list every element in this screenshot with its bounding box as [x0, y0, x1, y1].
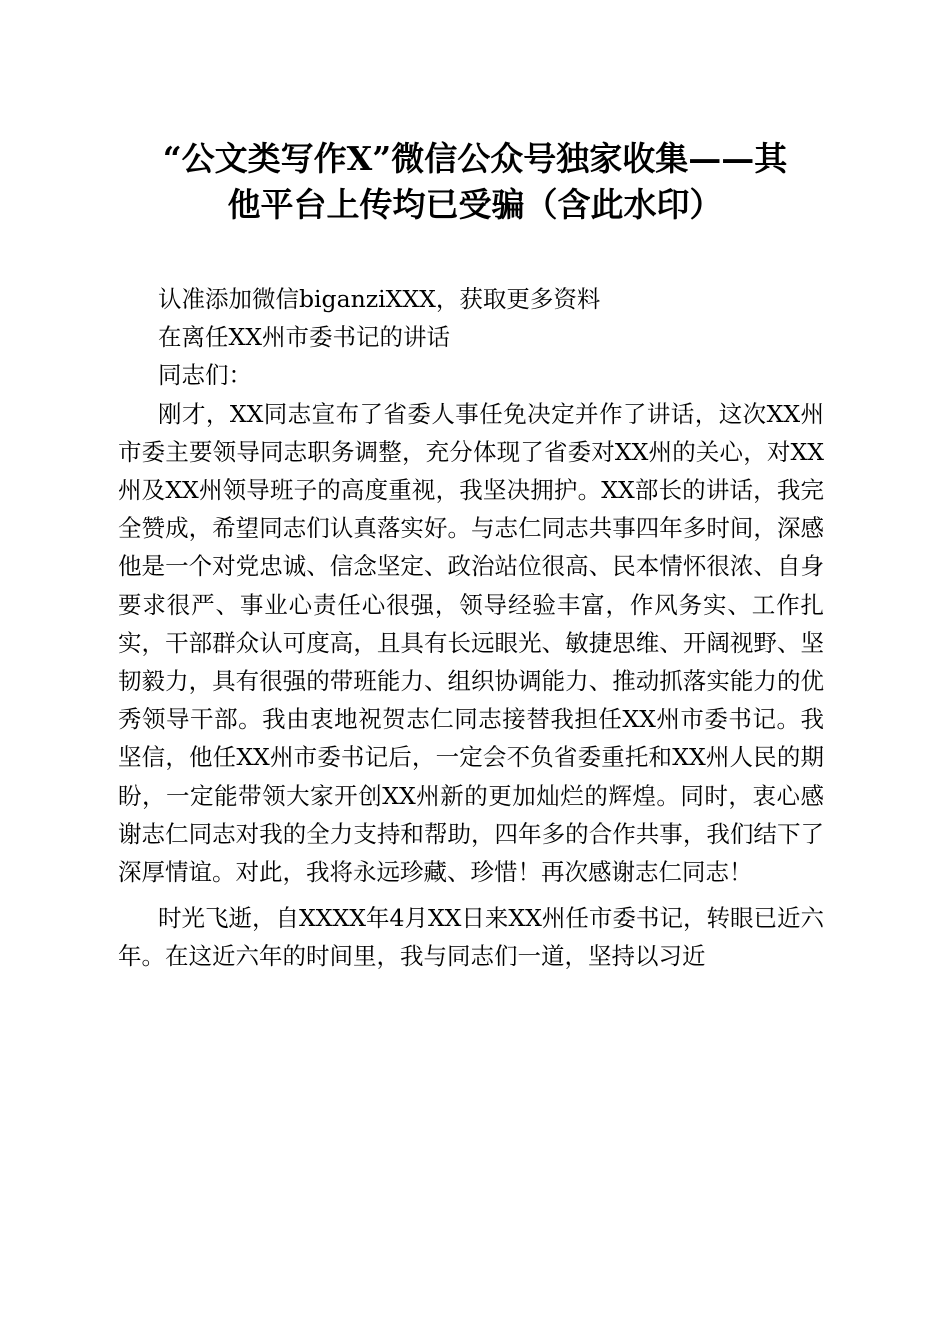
salutation: 同志们： — [158, 361, 252, 390]
title-line-1: “公文类写作X”微信公众号独家收集——其 — [162, 139, 788, 178]
speech-title: 在离任XX州市委书记的讲话 — [158, 323, 450, 352]
document-title — [118, 136, 832, 228]
paragraph-2: 时光飞逝，自XXXX年4月XX日来XX州任市委书记，转眼已近六年。在这近六年的时间里，我与同志们一道，坚持以习近 — [118, 904, 824, 971]
title-line-2: 他平台上传均已受骗（含此水印） — [227, 185, 723, 224]
notice-line: 认准添加微信biganziXXX，获取更多资料 — [158, 285, 601, 313]
paragraph-1: 刚才，XX同志宣布了省委人事任免决定并作了讲话，这次XX州市委主要领导同志职务调整，充分体现了省委对XX州的关心，对XX州及XX州领导班子的高度重视，我坚决拥护。XX部长的讲话，我完全赞成，希望同志们认真落实好。与志仁同志共事四年多时间，深感他是一个对党忠诚、信念坚定、政治站位很高、民本情怀很浓、自身要求很严、事业心责任心很强，领导经验丰富，作风务实、工作扎实，干部群众认可度高，且具有长远眼光、敏捷思维、开阔视野、坚韧毅力，具有很强的带班能力、组织协调能力、推动抓落实能力的优秀领导干部。我由衷地祝贺志仁同志接替我担任XX州市委书记。我坚信，他任XX州市委书记后，一定会不负省委重托和XX州人民的期盼，一定能带领大家开创XX州新的更加灿烂的辉煌。同时，衷心感谢志仁同志对我的全力支持和帮助，四年多的合作共事，我们结下了深厚情谊。对此，我将永远珍藏、珍惜！再次感谢志仁同志！ — [118, 399, 824, 887]
document-body — [118, 280, 824, 976]
